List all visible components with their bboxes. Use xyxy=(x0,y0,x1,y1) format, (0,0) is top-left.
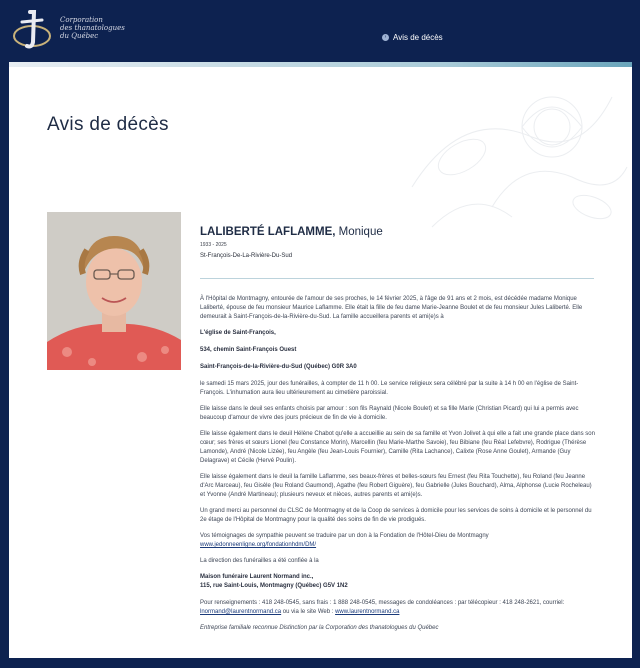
corporation-logo[interactable] xyxy=(8,6,56,54)
website-link[interactable]: www.laurentnormand.ca xyxy=(335,609,400,615)
content-panel xyxy=(9,62,632,658)
donation-link[interactable]: www.jedonneenligne.org/fondationhdm/DM/ xyxy=(200,542,317,548)
email-link[interactable]: lnormand@laurentnormand.ca xyxy=(200,609,282,615)
paragraph-info xyxy=(200,599,598,617)
donation-text: Vos témoignages de sympathie peuvent se traduire par un don à la Fondation de l'Hôtel-Dieu de Montmagny xyxy=(200,533,489,539)
site-header xyxy=(0,0,640,62)
org-line-3: du Québec xyxy=(60,32,99,40)
org-name xyxy=(60,16,125,40)
org-line-1: Corporation xyxy=(60,16,103,24)
deceased-given-name: Monique xyxy=(335,226,383,238)
paragraph-in-laws: Elle laisse également dans le deuil la famille Laflamme, ses beaux-frères et belles-sœurs feu Ernest (feu Rita Touchette), feu Roland (feu Jeanne d'Arc Marceau), feu Gisèle (feu Roland Gaumond), Agathe (feu Robert Giguère), feu Gabrielle (Jules Bouchard), Alma, Alphonse (Lucie Rocheleau) et Yvonne (André Martineau); plusieurs neveux et nièces, autres parents et ami(e)s. xyxy=(200,474,592,498)
obituary-text xyxy=(200,295,598,640)
paragraph-children: Elle laisse dans le deuil ses enfants choisis par amour : son fils Raynald (Nicole Boulet) et sa fille Marie (Christian Picard) qui lui a permis avec beaucoup d'amour de vivre des jours précieux de fin de vie à domicile. xyxy=(200,406,579,421)
paragraph-service: le samedi 15 mars 2025, jour des funérailles, à compter de 11 h 00. Le service religieux sera célébré par la suite à 14 h 00 en l'église de Saint-François. L'inhumation aura lieu ultérieurement au cimetière paroissial. xyxy=(200,381,579,396)
deceased-name xyxy=(200,226,383,238)
church-name: L'église de Saint-François, xyxy=(200,330,276,336)
paragraph-siblings: Elle laisse également dans le deuil Hélène Chabot qu'elle a accueillie au sein de sa famille et Yvon Jolivet à qui elle a fait une grande place dans son cœur; ses frères et sœurs Lionel (feu Constance Morin), Marcellin (feu Marie-Marthe Savoie), feu Bibiane (feu Réal Lefebvre), Rodrigue (Thérèse Lamonde), André (Nicole Lizée), feu Angèle (feu Jean-Louis Fournier), Camille (Rita Lachance), Calixte (Rose Anne Goulet), Armande (Guy Delagrave) et Cécile (Hervé Poulin). xyxy=(200,431,595,464)
deceased-photo xyxy=(47,212,181,370)
floral-decoration xyxy=(372,67,632,247)
tagline: Entreprise familiale reconnue Distinction par la Corporation des thanatologues du Québec xyxy=(200,625,439,631)
funeral-home-name: Maison funéraire Laurent Normand inc., xyxy=(200,574,314,580)
residence-place: St-François-De-La-Rivière-Du-Sud xyxy=(200,253,293,259)
paragraph-intro: À l'Hôpital de Montmagny, entourée de l'amour de ses proches, le 14 février 2025, à l'âge de 91 ans et 2 mois, est décédée madame Monique Laliberté, épouse de feu monsieur Maurice Laflamme. Elle était la fille de feu dame Marie-Jeanne Boulet et de feu monsieur Jules Laliberté. Elle demeurait à Saint-François-de-la-Rivière-du-Sud. La famille accueillera parents et ami(e)s à xyxy=(200,296,583,320)
page-title: Avis de décès xyxy=(47,114,169,135)
info-mid-text: ou via le site Web : xyxy=(281,609,336,615)
nav-avis-de-deces[interactable] xyxy=(382,33,443,42)
org-line-2: des thanatologues xyxy=(60,24,125,32)
info-text: Pour renseignements : 418 248-0545, sans frais : 1 888 248-0545, messages de condoléances : par télécopieur : 418 248-2621, courriel: xyxy=(200,600,565,606)
deceased-surname: LALIBERTÉ LAFLAMME, xyxy=(200,226,336,238)
nav-label: Avis de décès xyxy=(393,33,443,42)
funeral-home-address: 115, rue Saint-Louis, Montmagny (Québec) G5V 1N2 xyxy=(200,583,348,589)
arrow-circle-icon: › xyxy=(382,34,389,41)
life-years: 1933 - 2025 xyxy=(200,242,227,248)
paragraph-direction: La direction des funérailles a été confiée à la xyxy=(200,558,319,564)
church-city: Saint-François-de-la-Rivière-du-Sud (Québec) G0R 3A0 xyxy=(200,364,357,370)
church-street: 534, chemin Saint-François Ouest xyxy=(200,347,297,353)
section-divider xyxy=(200,278,594,279)
paragraph-thanks: Un grand merci au personnel du CLSC de Montmagny et de la Coop de services à domicile pour les services de soins à domicile et le personnel du 2e étage de l'Hôpital de Montmagny pour la qualité des soins de fin de vie prodigués. xyxy=(200,508,592,523)
paragraph-donation xyxy=(200,532,598,550)
